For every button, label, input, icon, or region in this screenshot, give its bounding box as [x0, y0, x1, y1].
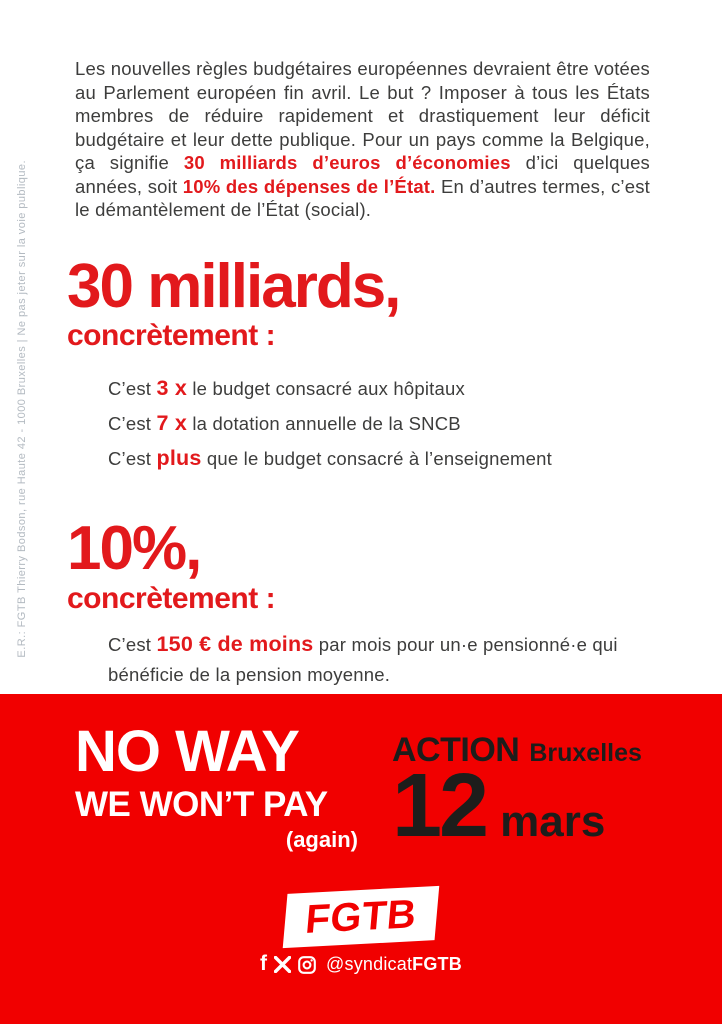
campaign-banner — [0, 694, 722, 1024]
fact-post: la dotation annuelle de la SNCB — [187, 413, 461, 435]
intro-highlight-savings: 30 milliards d’euros d’économies — [183, 152, 511, 173]
section2-subtitle: concrètement : — [67, 582, 276, 616]
intro-paragraph — [75, 57, 650, 222]
fact-emphasis: 7 x — [156, 411, 187, 436]
fact-post: le budget consacré aux hôpitaux — [187, 378, 465, 400]
pension-post: par mois pour un·e pensionné·e qui bénéficie de la pension moyenne. — [108, 634, 618, 686]
fact-post: que le budget consacré à l’enseignement — [201, 448, 552, 470]
logo-row — [0, 890, 722, 944]
slogan-we-wont-pay: WE WON’T PAY — [75, 785, 328, 824]
fgtb-logo — [283, 886, 440, 948]
fact-emphasis: 3 x — [156, 376, 187, 401]
intro-text-pre: Les nouvelles règles budgétaires européennes devraient être votées au Parlement européen fin avril. Le but ? Imposer à tous les États membres de réduire rapidement et drastiquement leur déficit budgétaire et leur dette publique. Pour un pays comme la Belgique, ça signifie — [75, 58, 650, 173]
slogan-no-way: NO WAY — [75, 719, 299, 784]
slogan-block — [75, 719, 358, 853]
action-block — [392, 731, 642, 856]
fact-sncb — [108, 406, 650, 441]
handle-bold: FGTB — [412, 954, 462, 974]
social-handle — [326, 954, 462, 975]
action-date — [392, 756, 642, 856]
instagram-icon — [298, 956, 316, 974]
section2-title: 10%, — [67, 514, 201, 584]
action-label: ACTION — [392, 731, 520, 769]
action-month: mars — [500, 797, 606, 846]
intro-text-mid: d’ici quelques années, soit — [75, 152, 651, 197]
pension-emphasis: 150 € de moins — [156, 632, 314, 657]
social-row — [0, 954, 722, 975]
fact-education — [108, 441, 650, 476]
imprint-vertical-text: E.R.: FGTB Thierry Bodson, rue Haute 42 - 1000 Bruxelles | Ne pas jeter sur la voie publique. — [16, 160, 28, 658]
facts-list — [108, 371, 650, 476]
x-icon — [274, 956, 291, 973]
fgtb-logo-text: FGTB — [303, 891, 419, 942]
pension-pre: C’est — [108, 634, 157, 656]
facebook-icon: f — [260, 952, 268, 975]
slogan-again: (again) — [285, 827, 358, 852]
handle-prefix: @syndicat — [326, 954, 413, 974]
fact-pre: C’est — [108, 413, 157, 435]
fact-pre: C’est — [108, 378, 157, 400]
action-city: Bruxelles — [529, 739, 642, 767]
banner-top-row — [0, 694, 722, 856]
fact-pre: C’est — [108, 448, 157, 470]
pension-paragraph — [108, 629, 620, 690]
action-day: 12 — [392, 756, 487, 856]
fact-hospitals — [108, 371, 650, 406]
fact-emphasis: plus — [156, 446, 202, 471]
section1-title: 30 milliards, — [67, 251, 400, 321]
section1-subtitle: concrètement : — [67, 319, 276, 353]
intro-highlight-percent: 10% des dépenses de l’État. — [182, 175, 436, 197]
intro-text-post: En d’autres termes, c’est le démantèlement de l’État (social). — [75, 175, 650, 220]
main-content — [67, 0, 651, 690]
